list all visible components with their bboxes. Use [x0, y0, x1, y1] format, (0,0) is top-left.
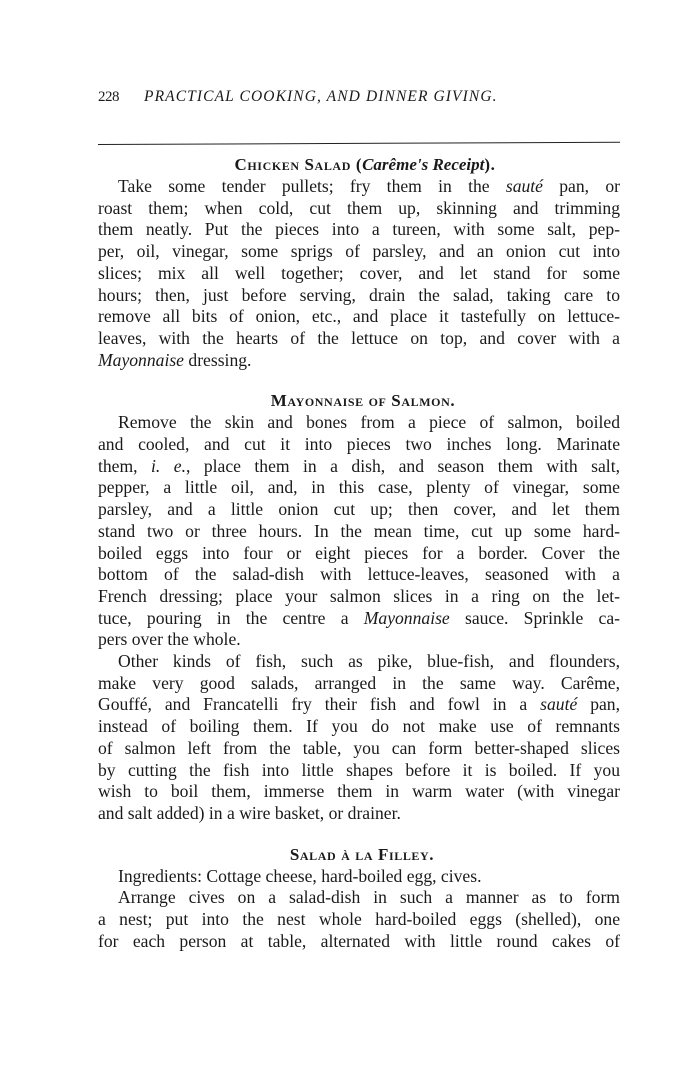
text-line: of salmon left from the table, you can form better-shaped slices — [98, 737, 620, 758]
text-line: per, oil, vinegar, some sprigs of parsley, and an onion cut into — [98, 241, 620, 262]
paragraph — [98, 866, 620, 888]
book-page — [98, 88, 620, 953]
italic-term: sauté — [540, 694, 578, 715]
section-title-salad-a-la-filley: Salad à la Filley. — [289, 844, 435, 864]
section-title-chicken-salad — [98, 154, 620, 176]
paragraph — [98, 651, 620, 825]
title-paren-close: ). — [484, 155, 496, 174]
text-line: them, i. e., place them in a dish, and season them with salt, — [98, 455, 620, 476]
text-line: wish to boil them, immerse them in warm water (with vinegar — [98, 781, 620, 802]
italic-term: i. e. — [151, 455, 186, 476]
section-body-chicken-salad — [98, 176, 620, 371]
title-italic: Carême's Receipt — [362, 155, 485, 174]
text-line: instead of boiling them. If you do not make use of remnants — [98, 716, 620, 737]
text-line: stand two or three hours. In the mean time, cut up some hard- — [98, 520, 620, 541]
section-body-salad-a-la-filley — [98, 866, 620, 953]
text-line: Ingredients: Cottage cheese, hard-boiled egg, cives. — [118, 865, 482, 886]
italic-term: Mayonnaise — [363, 607, 450, 628]
text-line: parsley, and a little onion cut up; then cover, and let them — [98, 499, 620, 520]
text-line: hours; then, just before serving, drain the salad, taking care to — [98, 284, 620, 305]
section-title-mayonnaise-of-salmon: Mayonnaise of Salmon. — [270, 391, 456, 411]
paragraph — [98, 176, 620, 371]
italic-term: Mayonnaise — [98, 349, 184, 370]
running-title: PRACTICAL COOKING, AND DINNER GIVING. — [144, 88, 498, 105]
italic-term: sauté — [505, 176, 543, 196]
text-line: roast them; when cold, cut them up, skinning and trimming — [98, 197, 620, 218]
text-line: tuce, pouring in the centre a Mayonnaise sauce. Sprinkle ca- — [98, 607, 620, 628]
text-line: remove all bits of onion, etc., and place it tastefully on lettuce- — [98, 306, 620, 327]
section-body-mayonnaise-of-salmon — [98, 412, 620, 824]
running-header — [98, 88, 620, 114]
text-line: Gouffé, and Francatelli fry their fish and fowl in a sauté pan, — [98, 694, 620, 715]
text-line: Take some tender pullets; fry them in the sauté pan, or — [118, 176, 620, 196]
text-line: Arrange cives on a salad-dish in such a manner as to form — [118, 887, 620, 908]
text-line: boiled eggs into four or eight pieces for a border. Cover the — [98, 542, 620, 563]
text-line: make very good salads, arranged in the same way. Carême, — [98, 672, 620, 693]
text-line: bottom of the salad-dish with lettuce-leaves, seasoned with a — [98, 564, 620, 585]
page-number: 228 — [98, 89, 119, 105]
text-line: and cooled, and cut it into pieces two inches long. Marinate — [98, 434, 620, 455]
text-line: pepper, a little oil, and, in this case, plenty of vinegar, some — [98, 477, 620, 498]
text-line: pers over the whole. — [98, 629, 241, 650]
text-line: slices; mix all well together; cover, and let stand for some — [98, 262, 620, 283]
text-line: a nest; put into the nest whole hard-boiled eggs (shelled), one — [98, 909, 620, 930]
text-line: by cutting the fish into little shapes before it is boiled. If you — [98, 759, 620, 780]
title-text: Chicken Salad — [234, 155, 351, 174]
text-line: French dressing; place your salmon slices in a ring on the let- — [98, 585, 620, 606]
text-line: and salt added) in a wire basket, or drainer. — [98, 802, 401, 823]
text-line: for each person at table, alternated with little round cakes of — [98, 930, 620, 951]
text-line: Mayonnaise dressing. — [98, 349, 252, 370]
text-line: Other kinds of fish, such as pike, blue-fish, and flounders, — [118, 651, 620, 672]
text-line: leaves, with the hearts of the lettuce on top, and cover with a — [98, 327, 620, 348]
title-paren-open: ( — [350, 155, 363, 174]
paragraph — [98, 887, 620, 952]
header-rule — [98, 142, 620, 145]
text-line: Remove the skin and bones from a piece of salmon, boiled — [118, 412, 620, 433]
text-line: them neatly. Put the pieces into a tureen, with some salt, pep- — [98, 219, 620, 240]
paragraph — [98, 412, 620, 651]
